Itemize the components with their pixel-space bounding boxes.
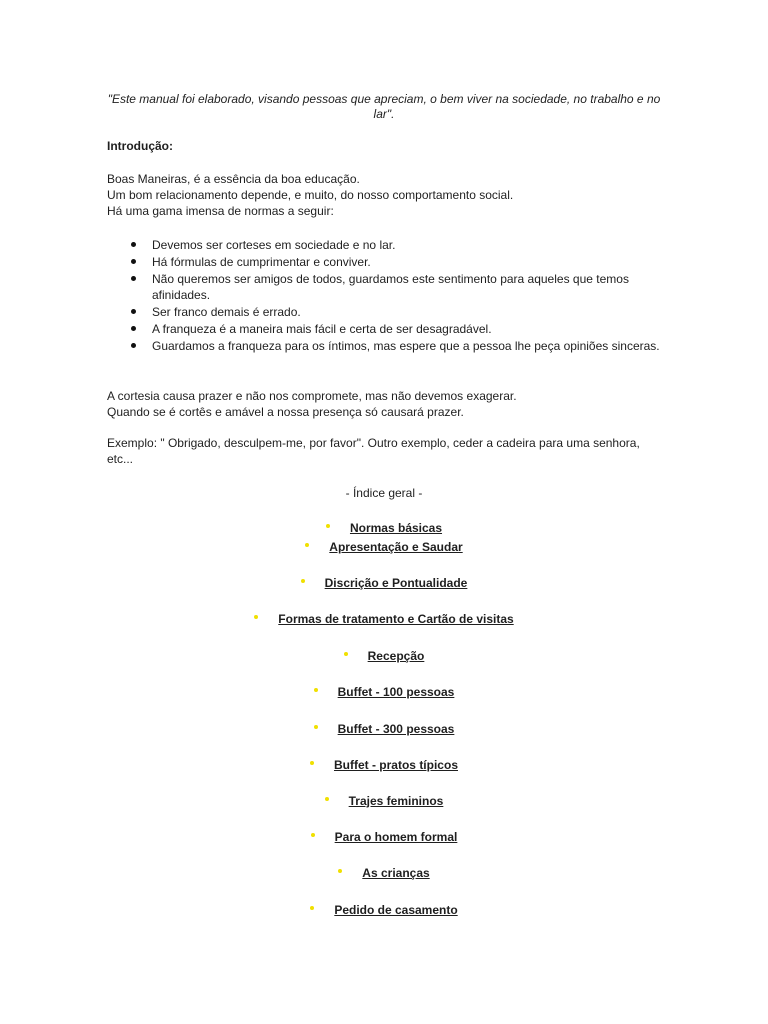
index-item	[0, 649, 768, 663]
yellow-bullet-icon	[314, 725, 318, 729]
yellow-bullet-icon	[338, 869, 342, 873]
yellow-bullet-icon	[311, 833, 315, 837]
bullet-icon	[131, 276, 136, 281]
list-item-text: Guardamos a franqueza para os íntimos, mas espere que a pessoa lhe peça opiniões sinceras.	[152, 339, 660, 353]
index-link-buffet-100[interactable]: Buffet - 100 pessoas	[337, 685, 455, 699]
index-title: - Índice geral -	[345, 486, 423, 500]
example-paragraph: Exemplo: " Obrigado, desculpem-me, por favor". Outro exemplo, ceder a cadeira para uma senhora, etc...	[107, 436, 640, 466]
index-item	[0, 722, 768, 736]
index-link-buffet-300[interactable]: Buffet - 300 pessoas	[337, 722, 455, 736]
intro-heading: Introdução:	[107, 139, 173, 153]
yellow-bullet-icon	[314, 688, 318, 692]
list-item-text: Ser franco demais é errado.	[152, 305, 301, 319]
intro-line: Há uma gama imensa de normas a seguir:	[107, 204, 334, 218]
yellow-bullet-icon	[310, 761, 314, 765]
intro-line: Um bom relacionamento depende, e muito, do nosso comportamento social.	[107, 188, 514, 202]
index-link-apresentacao[interactable]: Apresentação e Saudar	[329, 540, 463, 554]
index-link-normas-basicas[interactable]: Normas básicas	[349, 521, 443, 535]
bullet-icon	[131, 242, 136, 247]
list-item-text: Devemos ser corteses em sociedade e no lar.	[152, 238, 396, 252]
index-link-buffet-pratos[interactable]: Buffet - pratos típicos	[333, 758, 458, 772]
yellow-bullet-icon	[305, 543, 309, 547]
index-link-recepcao[interactable]: Recepção	[367, 649, 425, 663]
epigraph-quote: "Este manual foi elaborado, visando pessoas que apreciam, o bem viver na sociedade, no trabalho e no lar".	[107, 92, 661, 121]
yellow-bullet-icon	[325, 797, 329, 801]
index-link-criancas[interactable]: As crianças	[362, 866, 430, 880]
bullet-icon	[131, 309, 136, 314]
paragraph-line: A cortesia causa prazer e não nos compromete, mas não devemos exagerar.	[107, 389, 517, 403]
yellow-bullet-icon	[344, 652, 348, 656]
list-item	[107, 338, 667, 354]
yellow-bullet-icon	[310, 906, 314, 910]
intro-line: Boas Maneiras, é a essência da boa educação.	[107, 172, 360, 186]
index-item	[0, 685, 768, 699]
index-link-homem-formal[interactable]: Para o homem formal	[334, 830, 458, 844]
list-item	[107, 321, 667, 337]
index-item	[0, 866, 768, 880]
index-link-trajes-femininos[interactable]: Trajes femininos	[348, 794, 444, 808]
index-item	[0, 830, 768, 844]
index-item	[0, 521, 768, 535]
list-item	[107, 254, 667, 270]
list-item-text: Há fórmulas de cumprimentar e conviver.	[152, 255, 371, 269]
list-item-text: Não queremos ser amigos de todos, guardamos este sentimento para aqueles que temos afinidades.	[152, 272, 629, 302]
list-item-text: A franqueza é a maneira mais fácil e certa de ser desagradável.	[152, 322, 492, 336]
index-item	[0, 903, 768, 917]
index-item	[0, 794, 768, 808]
index-link-formas-de-tratamento[interactable]: Formas de tratamento e Cartão de visitas	[278, 612, 514, 626]
norms-list	[107, 237, 667, 355]
list-item	[107, 304, 667, 320]
index-item	[0, 576, 768, 590]
index-item	[0, 612, 768, 626]
list-item	[107, 237, 667, 253]
yellow-bullet-icon	[326, 524, 330, 528]
intro-text	[107, 171, 513, 219]
bullet-icon	[131, 259, 136, 264]
index-link-pedido-casamento[interactable]: Pedido de casamento	[334, 903, 458, 917]
yellow-bullet-icon	[301, 579, 305, 583]
index-item	[0, 758, 768, 772]
paragraph-line: Quando se é cortês e amável a nossa presença só causará prazer.	[107, 405, 464, 419]
courtesy-paragraph	[107, 388, 517, 420]
list-item	[107, 271, 667, 303]
bullet-icon	[131, 343, 136, 348]
index-item	[0, 540, 768, 554]
yellow-bullet-icon	[254, 615, 258, 619]
index-link-discricao[interactable]: Discrição e Pontualidade	[324, 576, 468, 590]
bullet-icon	[131, 326, 136, 331]
